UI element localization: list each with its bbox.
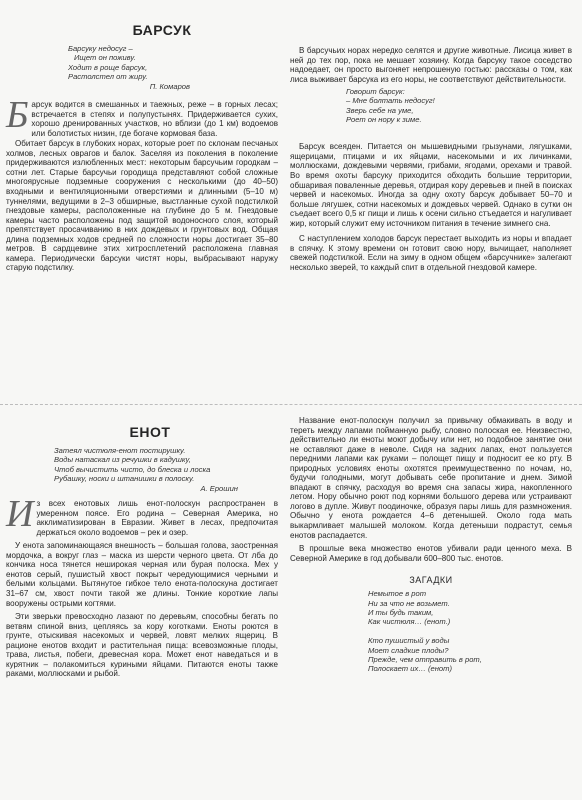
badger-paragraph: Барсук всеяден. Питается он мышевидными грызунами, лягушками, ящерицами, птицами и их яйцами, насекомыми и их личинками, моллюсками, дождевыми червями, грибами, ягодами, орехами и травой. Во время охоты барсуку приходится обходить большие территории, обшаривая поваленные деревья, отдирая кору деревьев и пней в поисках червей и насекомых. Иногда за одну охоту барсук добывает 50–70 и больше лягушек, сотни насекомых и дождевых червей. Однако в сутки он съедает всего 0,5 кг пищи и лишь к осени сильно стъедается и нагуливает жир, который служит ему источником питания в течение зимнего сна. <box>290 142 572 228</box>
epigraph-line: Затеял чистюля-енот постирушку. <box>54 446 186 455</box>
section-divider <box>0 404 582 405</box>
epigraph-line: Рубашку, носки и штанишки в полоску. <box>54 474 195 484</box>
raccoon-paragraph: Эти зверьки превосходно лазают по деревьям, способны бегать по ветвям спиной вниз, цепляясь за кору коготками. Еноты роются в грунте, отыскивая насекомых и червей, ловят мелких ящериц. В рационе енотов входит и растительная пища: всевозможные плоды, трава, листья, побеги, древесная кора. Может енот наведаться и в курятник – полакомиться куриными яйцами. Питаются еноты также раками, моллюсками и рыбой. <box>6 612 278 679</box>
badger-right-column <box>290 46 572 272</box>
dropcap: И <box>6 493 34 536</box>
poem-line: – Мне болтать недосуг! <box>346 96 435 106</box>
poem-line: Роет он нору к зиме. <box>346 115 422 125</box>
epigraph-author: П. Комаров <box>149 81 190 91</box>
epigraph-line: Ходит в роще барсук, <box>68 62 148 72</box>
raccoon-paragraph: Из всех енотовых лишь енот-полоскун распространен в умеренном поясе. Его родина – Северная Америка, но акклиматизирован в Евразии. Живет в лесах, предпочитая держаться около водоемов – рек и озер. <box>6 493 278 537</box>
raccoon-text <box>6 493 278 679</box>
badger-poem <box>346 87 572 124</box>
riddle-line: Прежде, чем отправить в рот, <box>368 654 482 664</box>
poem-line: Говорит барсук: <box>346 87 405 97</box>
riddle-line: Полоскает их… (енот) <box>368 664 452 674</box>
badger-paragraph: Обитает барсук в глубоких норах, которые роет по склонам песчаных холмов, лесных оврагов и балок. Заселяя из поколения в поколение придерживаются излюбленных мест: некоторым барсучьим городкам – сотни лет. Старые барсучьи городища представляют собой сложные многоярусные подземные сооружения с несколькими (до 40–50) входными и вентиляционными отверстиями и длинными (5–10 м) туннелями, ведущими в 2–3 обширные, выстланные сухой подстилкой гнездовые камеры, расположенные на глубине до 5 м. Гнездовые камеры часто расположены под защитой водоносного слоя, который препятствует просачиванию в них дождевых и грунтовых вод. Общая длина подземных ходов средней по сложности норы достигает 35–80 метров. В сардцевине этих хитросплетений расположена главная камера. Периодически барсуки чистят норы, выбрасывают наружу старую подстилку. <box>6 139 278 273</box>
riddle-line: И ты будь таким, <box>368 607 434 617</box>
raccoon-epigraph <box>54 446 238 493</box>
badger-left-column <box>6 22 278 273</box>
raccoon-paragraph: У енота запоминающаяся внешность – большая голова, заостренная мордочка, а вокруг глаз – маска из шерсти черного цвета. От лба до кончика носа тянется неширокая черная или бурая полоска. Мех у енотов серый, пушистый хвост покрыт чередующимися черными и белыми кольцами. Вытянутое гибкое тело енота-полоскуна достигает 31–67 см, хвост почти такой же длины. Тонкие короткие лапы вооружены острыми когтями. <box>6 541 278 608</box>
dropcap: Б <box>6 94 29 137</box>
riddle-line: Ни за что не возьмет. <box>368 598 450 608</box>
badger-title: БАРСУК <box>132 22 192 38</box>
epigraph-line: Ищет он поживу. <box>74 53 136 63</box>
badger-paragraph: В барсучьих норах нередко селятся и другие животные. Лисица живет в ней до тех пор, пока не мешает хозяину. Когда барсуку такое соседство надоедает, он просто выгоняет непрошеную гостью: рассказы о том, как лиса выживает барсука из его норы, не соответствуют действительности. <box>290 46 572 84</box>
badger-paragraph: Барсук водится в смешанных и таежных, реже – в горных лесах; встречается в степях и полупустынях. Придерживается сухих, хорошо дренированных участков, но вблизи (до 1 км) водоемов или болотистых низин, где богаче кормовая база. <box>6 94 278 138</box>
riddle-line: Моет сладкие плоды? <box>368 645 449 655</box>
raccoon-right-column <box>290 416 572 674</box>
riddle-line: Как чистюля… (енот.) <box>368 617 451 627</box>
riddle-line: Немытое в рот <box>368 589 427 599</box>
riddles <box>290 575 572 673</box>
riddle <box>368 636 572 673</box>
riddle <box>368 589 572 626</box>
raccoon-left-column <box>6 424 278 679</box>
poem-line: Зверь себе на уме, <box>346 105 414 115</box>
riddles-title: ЗАГАДКИ <box>409 575 453 586</box>
raccoon-title: ЕНОТ <box>129 424 171 440</box>
epigraph-line: Растолстел от жиру. <box>68 72 148 82</box>
epigraph-author: А. Ерошин <box>200 483 238 493</box>
riddle-line: Кто пушистый у воды <box>368 636 450 646</box>
raccoon-paragraph: Название енот-полоскун получил за привычку обмакивать в воду и тереть между лапами пойманную рыбу, словно полоская ее. Неизвестно, действительно ли еноты моют добычу или нет, но подобное занятие они не оставляют даже в неволе. Сидя на задних лапах, енот пользуется передними лапами как руками – полощет пищу и подносит ее ко рту. В природных условиях еноты охотятся преимущественно по ночам, но, будучи голодными, могут добывать себе пропитание и днем. Зимой впадают в спячку, расходуя во время сна запасы жира, накопленного летом. Нору обычно роют под корнями большого дерева или устраивают логово в дупле. Живут поодиночке, образуя пары лишь для размножения. Обычно у енота рождается 4–6 детенышей. Около года мать выкармливает малышей молоком. Когда детеныши подрастут, семья енотов распадается. <box>290 416 572 540</box>
raccoon-paragraph: В прошлые века множество енотов убивали ради ценного меха. В Северной Америке в год добывали 600–800 тыс. енотов. <box>290 544 572 563</box>
badger-epigraph <box>68 44 190 91</box>
badger-text <box>6 94 278 273</box>
epigraph-line: Барсуку недосуг – <box>68 44 133 53</box>
badger-paragraph: С наступлением холодов барсук перестает выходить из норы и впадает в спячку. К этому времени он готовит свою нору, вычищает, наполняет свежей подстилкой. Если на зиму в одном общем «барсучнике» залегают несколько зверей, то каждый спит в отдельной гнездовой камере. <box>290 234 572 272</box>
epigraph-line: Чтоб вычистить чисто, до блеска и лоска <box>54 464 211 474</box>
epigraph-line: Воды натаскал из речушки в кадушку, <box>54 455 191 465</box>
